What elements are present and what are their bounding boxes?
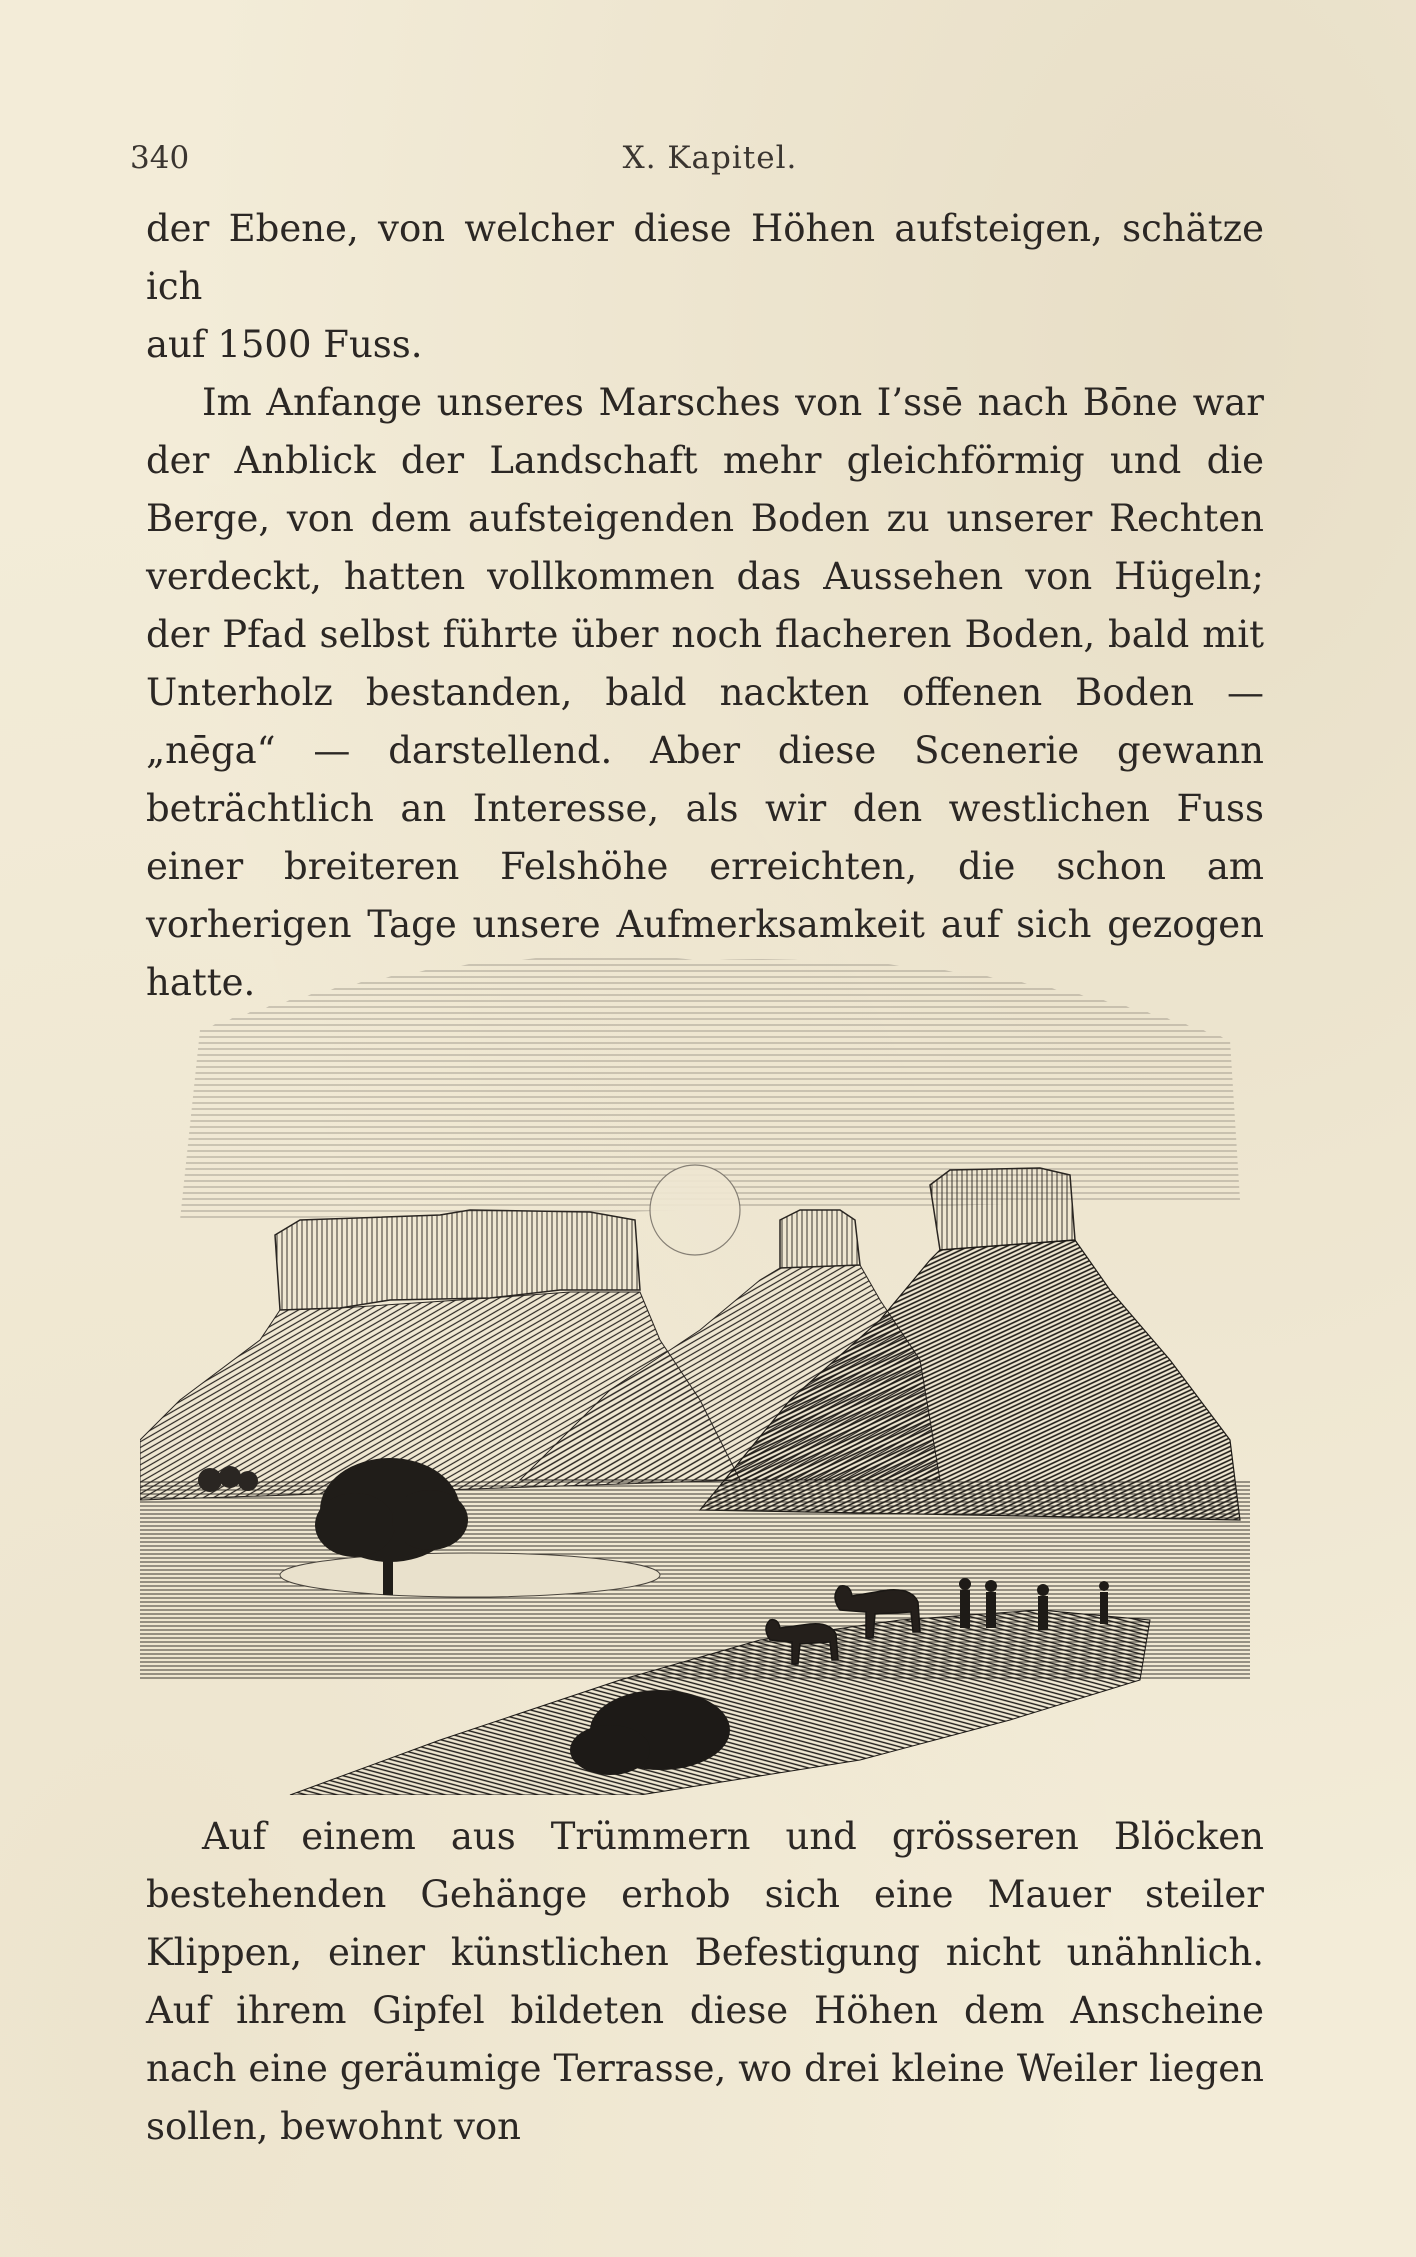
middle-mesa-cliffs bbox=[780, 1210, 860, 1268]
paragraph-1 bbox=[146, 200, 1264, 1012]
paragraph-1-line-2: auf 1500 Fuss. bbox=[146, 323, 423, 366]
paragraph-2: Auf einem aus Trümmern und grösseren Blöcken bestehenden Gehänge erhob sich eine Mauer steiler Klippen, einer künstlichen Befestigung nicht unähnlich. Auf ihrem Gipfel bildeten diese Höhen dem Anscheine nach eine geräumige Terrasse, wo drei kleine Weiler liegen sollen, bewohnt von bbox=[146, 1815, 1264, 2148]
running-head: X. Kapitel. bbox=[622, 140, 798, 176]
page-number: 340 bbox=[130, 140, 190, 176]
right-mesa-cliffs bbox=[930, 1168, 1075, 1250]
moon-icon bbox=[650, 1165, 740, 1255]
page-header bbox=[130, 140, 1290, 188]
landscape-engraving bbox=[140, 920, 1265, 1795]
engraving-svg bbox=[140, 920, 1265, 1795]
paragraph-1-line-1: der Ebene, von welcher diese Höhen aufsteigen, schätze ich bbox=[146, 207, 1264, 308]
lake bbox=[280, 1553, 660, 1597]
paragraph-1b: Im Anfange unseres Marsches von I’ssē nach Bōne war der Anblick der Landschaft mehr gleichförmig und die Berge, von dem aufsteigenden Boden zu unserer Rechten verdeckt, hatten vollkommen das Aussehen von Hügeln; der Pfad selbst führte über noch flacheren Boden, bald mit Unterholz bestanden, bald nackten offenen Boden — „nēga“ — darstellend. Aber diese Scenerie gewann beträchtlich an Interesse, als wir den westlichen Fuss einer breiteren Felshöhe erreichten, die schon am vorherigen Tage unsere Aufmerksamkeit auf sich gezogen hatte. bbox=[146, 381, 1264, 1004]
